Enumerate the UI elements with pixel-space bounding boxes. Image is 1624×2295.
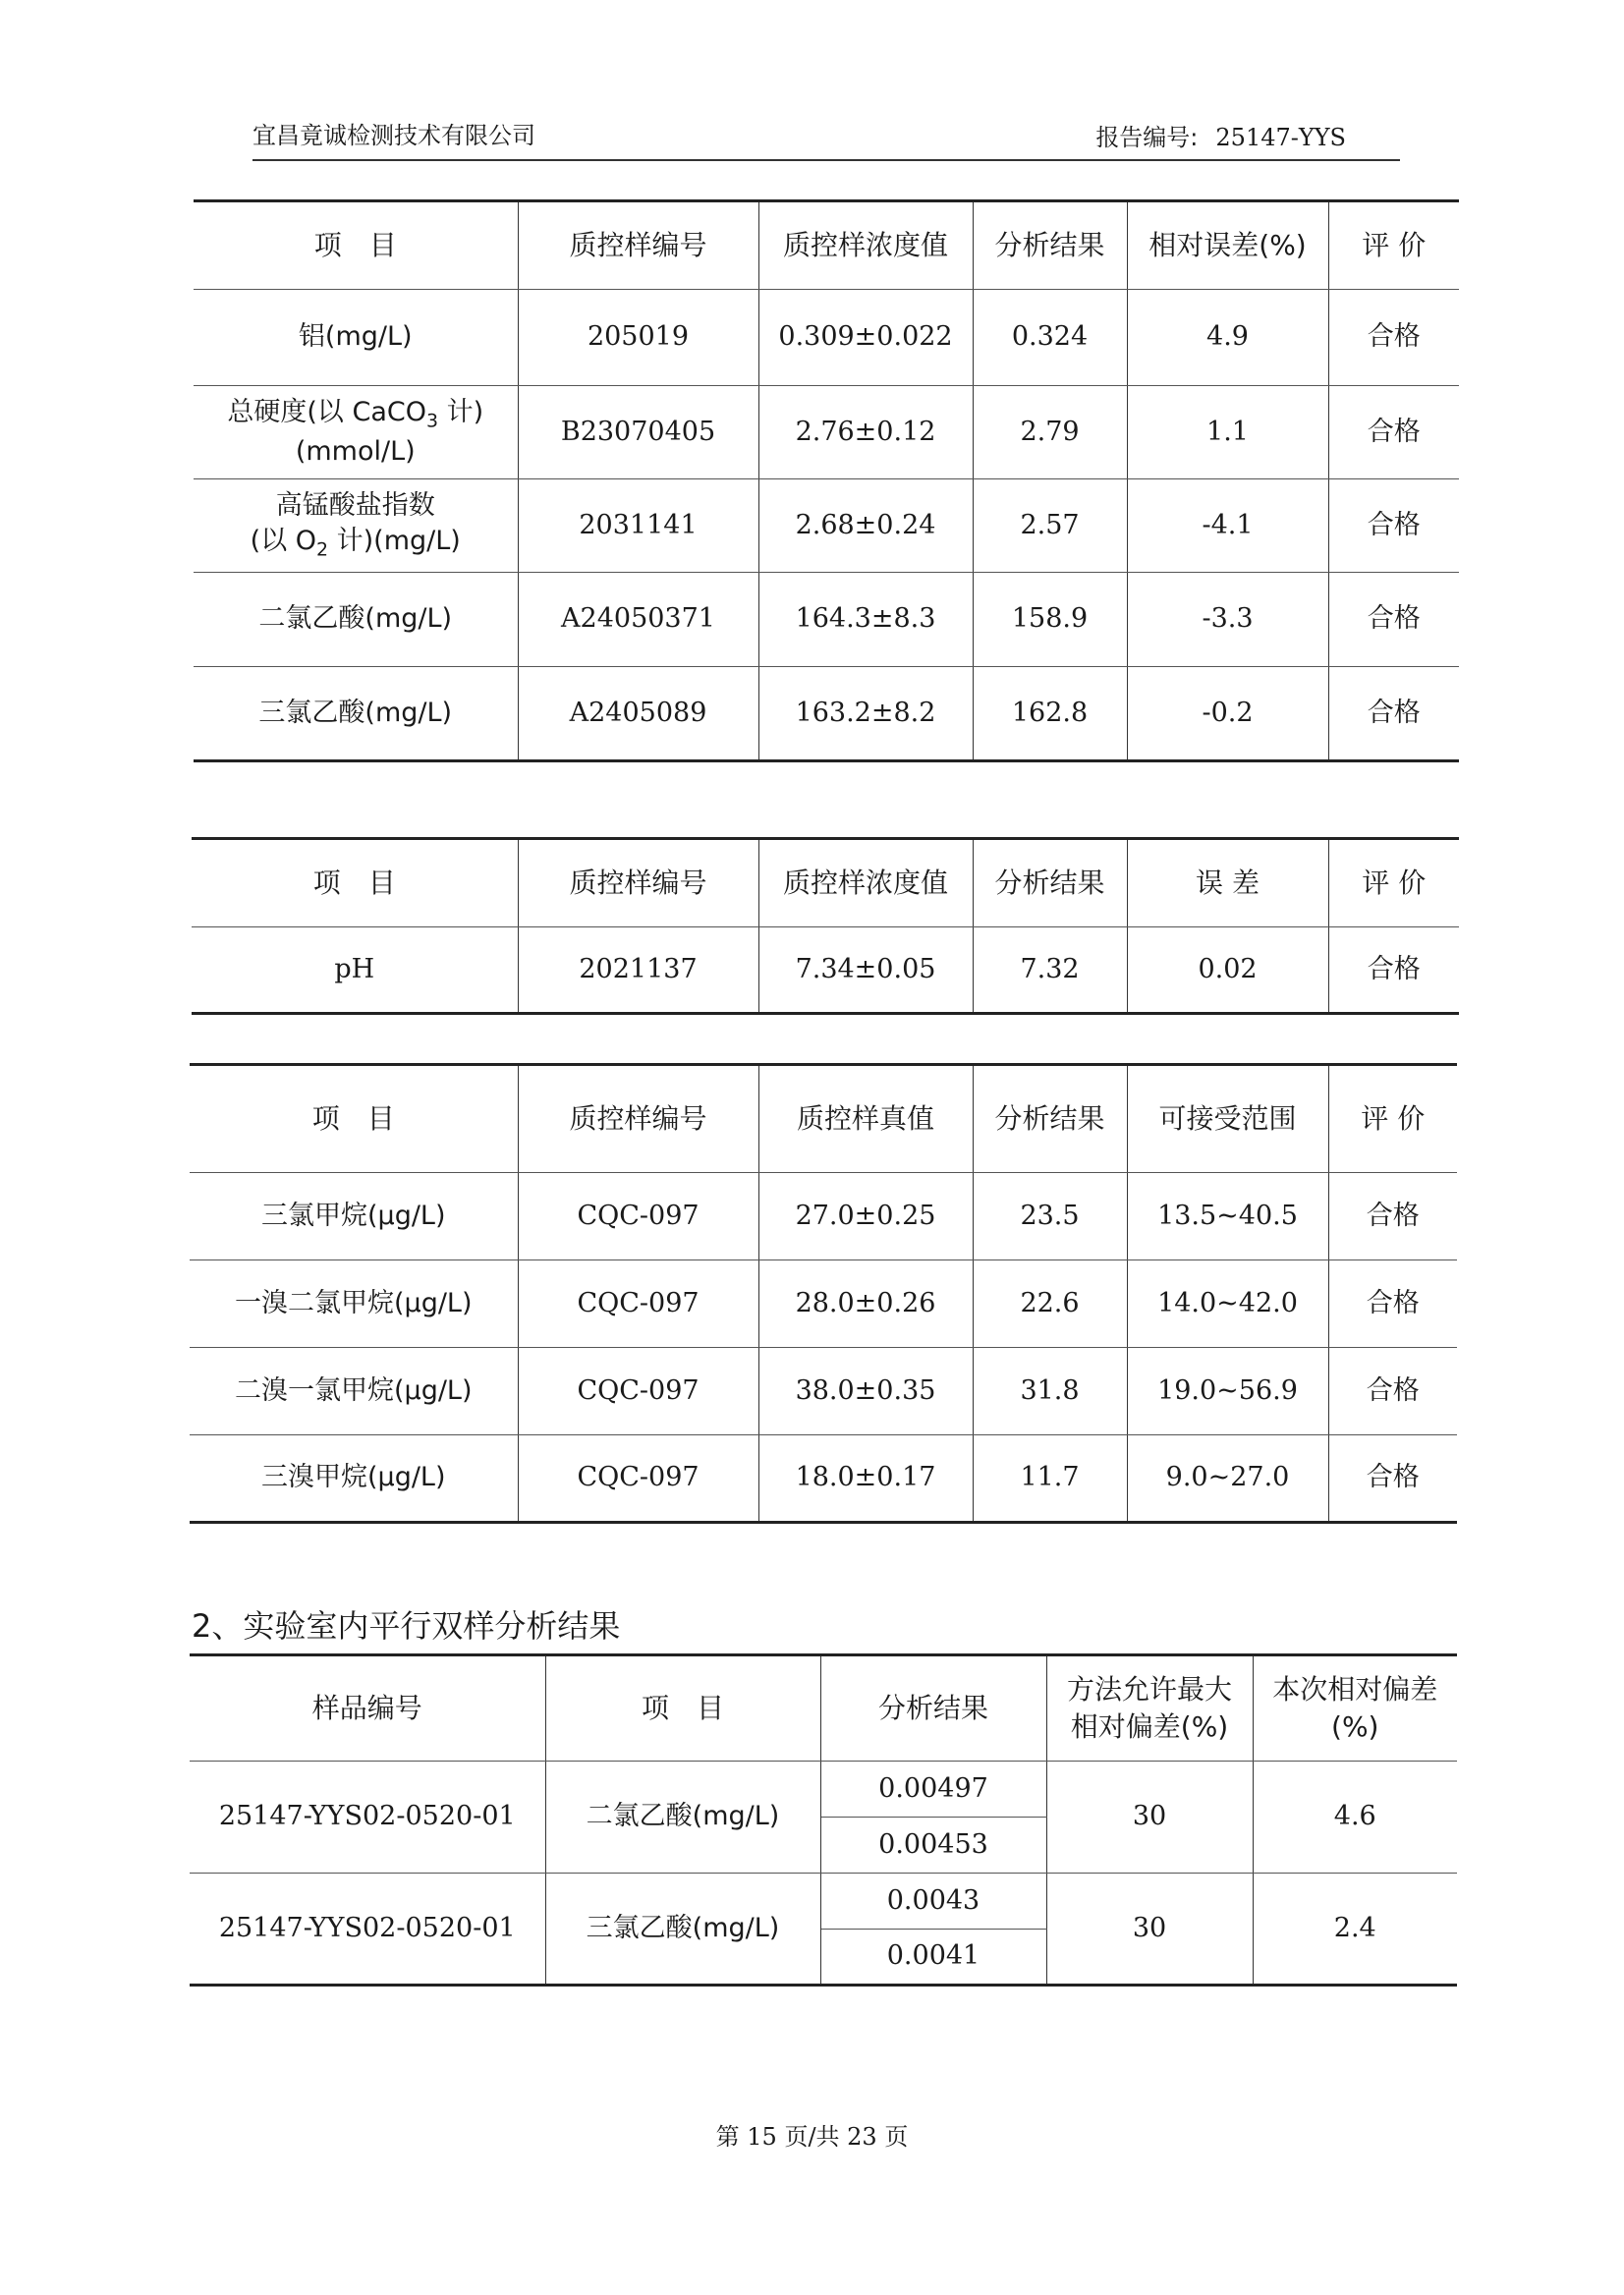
table-row: [194, 386, 1459, 479]
eval: 合格: [1328, 667, 1459, 761]
item-name: 二氯乙酸(mg/L): [194, 573, 518, 667]
item-name: 三氯乙酸(mg/L): [545, 1874, 820, 1986]
eval: 合格: [1328, 1348, 1457, 1435]
current-deviation: 2.4: [1253, 1874, 1457, 1986]
rel-error: 4.9: [1127, 290, 1328, 386]
qc-value: 0.309±0.022: [758, 290, 973, 386]
table-header-row: [194, 201, 1459, 290]
col-current-deviation: 本次相对偏差 (%): [1253, 1655, 1457, 1762]
qc-ph-table: [192, 837, 1459, 1015]
result: 2.79: [973, 386, 1127, 479]
col-result: 分析结果: [973, 201, 1127, 290]
sample-id: 25147-YYS02-0520-01: [190, 1762, 545, 1874]
qc-acceptance-range-table: [190, 1063, 1457, 1524]
eval: 合格: [1328, 290, 1459, 386]
col-range: 可接受范围: [1127, 1065, 1328, 1173]
table-row: [190, 1348, 1457, 1435]
col-result: 分析结果: [820, 1655, 1046, 1762]
result-1: 0.0043: [820, 1874, 1046, 1930]
company-name: 宜昌竟诚检测技术有限公司: [252, 122, 535, 149]
rel-error: -4.1: [1127, 479, 1328, 573]
qc-id: A2405089: [518, 667, 758, 761]
result: 22.6: [973, 1260, 1127, 1348]
col-qc-id: 质控样编号: [518, 1065, 758, 1173]
qc-id: CQC-097: [518, 1348, 758, 1435]
table-row: [194, 290, 1459, 386]
col-qc-value: 质控样浓度值: [758, 839, 973, 927]
table-row: [190, 1874, 1457, 1930]
page-header: [252, 116, 1400, 161]
table-row: [194, 573, 1459, 667]
qc-id: A24050371: [518, 573, 758, 667]
qc-id: 2021137: [518, 927, 758, 1014]
item-name: pH: [192, 927, 518, 1014]
range: 13.5~40.5: [1127, 1173, 1328, 1260]
sample-id: 25147-YYS02-0520-01: [190, 1874, 545, 1986]
rel-error: -3.3: [1127, 573, 1328, 667]
item-name: 二氯乙酸(mg/L): [545, 1762, 820, 1874]
col-result: 分析结果: [973, 839, 1127, 927]
eval: 合格: [1328, 1173, 1457, 1260]
item-name: 一溴二氯甲烷(μg/L): [190, 1260, 518, 1348]
col-qc-value: 质控样浓度值: [758, 201, 973, 290]
qc-id: CQC-097: [518, 1260, 758, 1348]
table-row: [190, 1762, 1457, 1818]
qc-id: B23070405: [518, 386, 758, 479]
qc-id: CQC-097: [518, 1173, 758, 1260]
table-header-row: [190, 1655, 1457, 1762]
result-2: 0.0041: [820, 1930, 1046, 1986]
qc-id: 2031141: [518, 479, 758, 573]
range: 19.0~56.9: [1127, 1348, 1328, 1435]
col-eval: 评 价: [1328, 1065, 1457, 1173]
result: 11.7: [973, 1435, 1127, 1523]
result: 162.8: [973, 667, 1127, 761]
col-item: 项 目: [190, 1065, 518, 1173]
table-row: [194, 667, 1459, 761]
eval: 合格: [1328, 1435, 1457, 1523]
col-item: 项 目: [545, 1655, 820, 1762]
item-name: 二溴一氯甲烷(μg/L): [190, 1348, 518, 1435]
col-eval: 评 价: [1328, 201, 1459, 290]
eval: 合格: [1328, 479, 1459, 573]
result: 7.32: [973, 927, 1127, 1014]
rel-error: 1.1: [1127, 386, 1328, 479]
table-row: [192, 927, 1459, 1014]
item-name: [194, 386, 518, 479]
item-name-line1: 总硬度(以 CaCO$_3$ 计): [227, 396, 484, 432]
result-2: 0.00453: [820, 1818, 1046, 1874]
result: 23.5: [973, 1173, 1127, 1260]
qc-id: 205019: [518, 290, 758, 386]
result: 0.324: [973, 290, 1127, 386]
qc-value: 38.0±0.35: [758, 1348, 973, 1435]
error: 0.02: [1127, 927, 1328, 1014]
eval: 合格: [1328, 573, 1459, 667]
qc-value: 164.3±8.3: [758, 573, 973, 667]
rel-error: -0.2: [1127, 667, 1328, 761]
current-deviation: 4.6: [1253, 1762, 1457, 1874]
range: 14.0~42.0: [1127, 1260, 1328, 1348]
col-item: 项 目: [194, 201, 518, 290]
item-name-line1: 高锰酸盐指数: [275, 489, 435, 521]
eval: 合格: [1328, 386, 1459, 479]
table-header-row: [190, 1065, 1457, 1173]
col-item: 项 目: [192, 839, 518, 927]
report-number: [1095, 118, 1346, 152]
max-deviation: 30: [1046, 1762, 1253, 1874]
result: 2.57: [973, 479, 1127, 573]
qc-value: 27.0±0.25: [758, 1173, 973, 1260]
item-name: 三氯甲烷(μg/L): [190, 1173, 518, 1260]
result: 158.9: [973, 573, 1127, 667]
table-row: [190, 1435, 1457, 1523]
table-row: [190, 1173, 1457, 1260]
table-row: [194, 479, 1459, 573]
col-eval: 评 价: [1328, 839, 1459, 927]
result: 31.8: [973, 1348, 1127, 1435]
col-max-deviation: 方法允许最大 相对偏差(%): [1046, 1655, 1253, 1762]
item-name: 三溴甲烷(μg/L): [190, 1435, 518, 1523]
col-error: 误 差: [1127, 839, 1328, 927]
col-sample-id: 样品编号: [190, 1655, 545, 1762]
eval: 合格: [1328, 927, 1459, 1014]
report-number-value: 25147-YYS: [1215, 124, 1346, 151]
col-qc-true-value: 质控样真值: [758, 1065, 973, 1173]
item-name-line2: (mmol/L): [295, 435, 416, 467]
qc-value: 28.0±0.26: [758, 1260, 973, 1348]
table-row: [190, 1260, 1457, 1348]
section-title: 2、实验室内平行双样分析结果: [192, 1607, 621, 1645]
col-rel-error: 相对误差(%): [1127, 201, 1328, 290]
parallel-duplicate-table: [190, 1653, 1457, 1987]
qc-value: 18.0±0.17: [758, 1435, 973, 1523]
col-qc-id: 质控样编号: [518, 839, 758, 927]
range: 9.0~27.0: [1127, 1435, 1328, 1523]
qc-value: 163.2±8.2: [758, 667, 973, 761]
item-name: 铝(mg/L): [194, 290, 518, 386]
page-footer: 第 15 页/共 23 页: [715, 2123, 909, 2151]
table-header-row: [192, 839, 1459, 927]
item-name: 三氯乙酸(mg/L): [194, 667, 518, 761]
result-1: 0.00497: [820, 1762, 1046, 1818]
qc-value: 2.76±0.12: [758, 386, 973, 479]
item-name-line2: (以 $O_2$ 计)(mg/L): [250, 526, 461, 561]
qc-value: 2.68±0.24: [758, 479, 973, 573]
qc-id: CQC-097: [518, 1435, 758, 1523]
qc-relative-error-table: [194, 199, 1459, 762]
col-qc-id: 质控样编号: [518, 201, 758, 290]
item-name: [194, 479, 518, 573]
col-result: 分析结果: [973, 1065, 1127, 1173]
qc-value: 7.34±0.05: [758, 927, 973, 1014]
report-number-label: 报告编号:: [1095, 124, 1199, 151]
eval: 合格: [1328, 1260, 1457, 1348]
max-deviation: 30: [1046, 1874, 1253, 1986]
